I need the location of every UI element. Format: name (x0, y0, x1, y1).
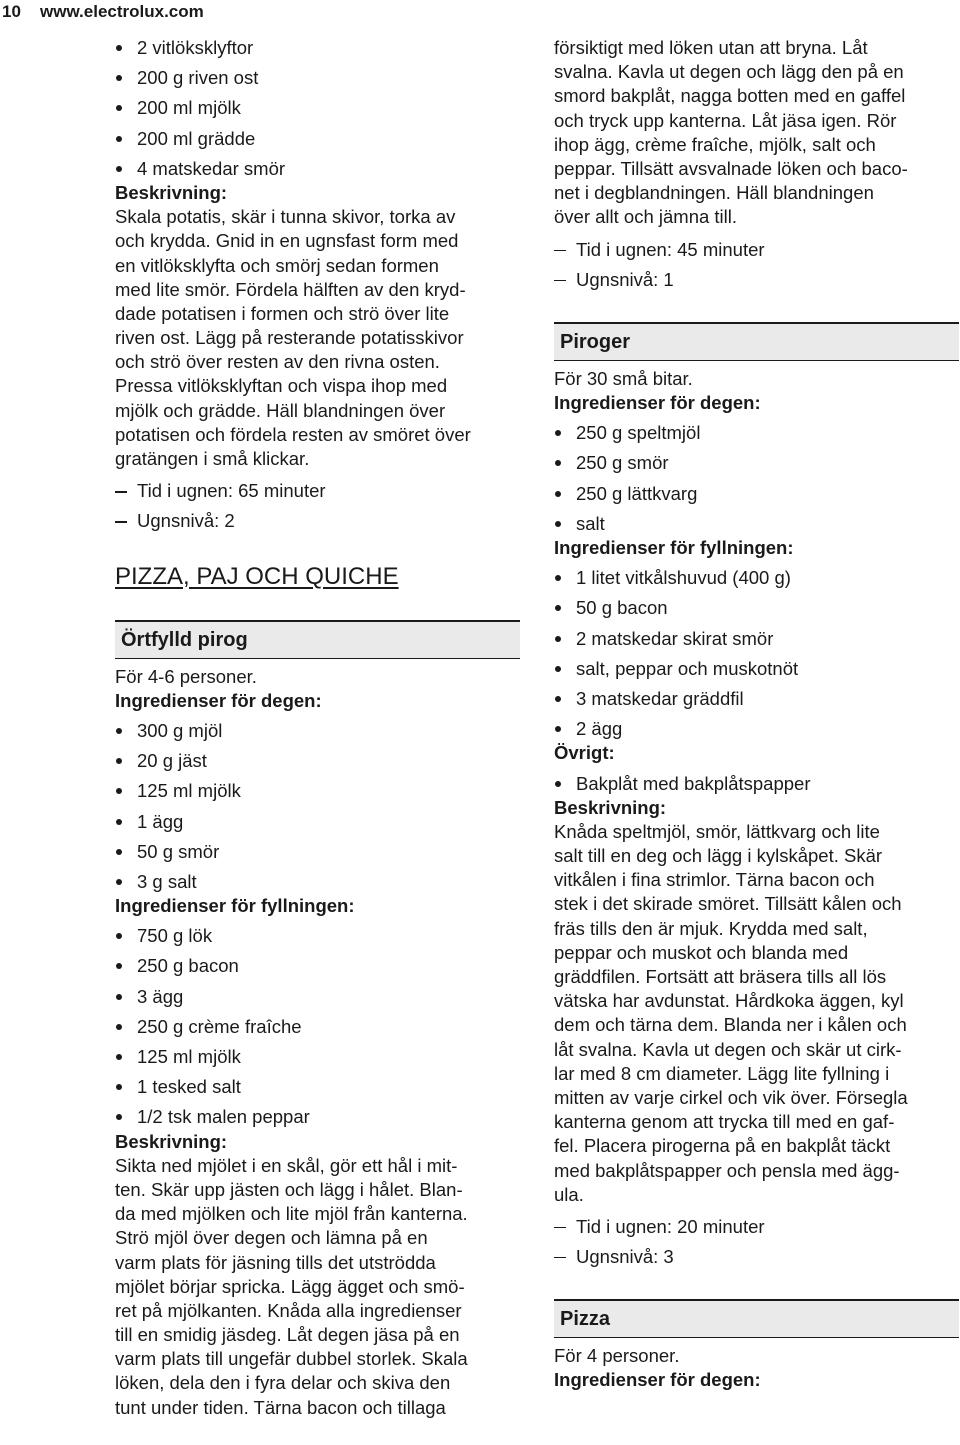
list-item: 125 ml mjölk (115, 779, 520, 803)
page-header (0, 0, 204, 24)
list-item: 300 g mjöl (115, 719, 520, 743)
paragraph-line: net i degblandningen. Häll blandningen (554, 182, 874, 204)
paragraph-line: Pressa vitlöksklyftan och vispa ihop med (115, 375, 448, 397)
list-item: 750 g lök (115, 924, 520, 948)
paragraph-line: stek i det skirade smöret. Tillsätt kålen och (554, 893, 902, 915)
paragraph-line: fräs tills den är mjuk. Krydda med salt, (554, 917, 868, 939)
paragraph-line: Strö mjöl över degen och lämna på en (115, 1227, 428, 1249)
list-item: 125 ml mjölk (115, 1045, 520, 1069)
list-item: 250 g speltmjöl (554, 421, 959, 445)
filling-heading: Ingredienser för fyllningen: (554, 537, 794, 558)
paragraph-line: vätska har avdunstat. Hårdkoka äggen, kyl (554, 990, 904, 1012)
paragraph-line: gräddfilen. Fortsätt att bräsera tills all lös (554, 966, 887, 987)
paragraph-line: Knåda speltmjöl, smör, lättkvarg och lite (554, 820, 880, 842)
time-line: Tid i ugnen: 20 minuter (554, 1215, 959, 1239)
paragraph-line: svalna. Kavla ut degen och lägg den på en (554, 61, 904, 83)
paragraph-line: och krydda. Gnid in en ugnsfast form med (115, 230, 459, 252)
paragraph-line: med lite smör. Fördela hälften av den kryd- (115, 278, 466, 300)
dough-heading: Ingredienser för degen: (554, 392, 761, 414)
servings: För 30 små bitar. (554, 367, 693, 389)
recipe-title-pizza: Pizza (554, 1299, 959, 1338)
paragraph-line: Sikta ned mjölet i en skål, gör ett hål i mit- (115, 1154, 458, 1176)
paragraph-line: kanterna genom att trycka till med en gaf- (554, 1111, 895, 1133)
list-item: Bakplåt med bakplåtspapper (554, 772, 959, 796)
paragraph-line: smord bakplåt, nagga botten med en gaffel (554, 85, 906, 107)
list-item: 2 vitlöksklyftor (115, 36, 520, 60)
list-item: 250 g crème fraîche (115, 1015, 520, 1039)
description-heading: Beskrivning: (115, 1130, 228, 1152)
paragraph-line: en vitlöksklyfta och smörj sedan formen (115, 254, 439, 276)
list-item: 20 g jäst (115, 749, 520, 773)
list-item: 3 ägg (115, 985, 520, 1009)
paragraph-line: ihop ägg, crème fraîche, mjölk, salt och (554, 133, 876, 155)
servings: För 4-6 personer. (115, 665, 257, 687)
paragraph-line: ret på mjölkanten. Knåda alla ingredienser (115, 1299, 462, 1321)
paragraph-line: peppar. Tillsätt avsvalnade löken och baco- (554, 157, 908, 179)
list-item: 4 matskedar smör (115, 157, 520, 181)
paragraph-line: lar med 8 cm diameter. Lägg lite fyllning i (554, 1062, 890, 1084)
paragraph-line: da med mjölken och lite mjöl från kanterna. (115, 1203, 468, 1225)
list-item: salt (554, 512, 959, 536)
list-item: salt, peppar och muskotnöt (554, 657, 959, 681)
paragraph-line: över allt och jämna till. (554, 206, 738, 228)
paragraph-line: peppar och muskot och blanda med (554, 941, 849, 963)
paragraph-line: riven ost. Lägg på resterande potatisskivor (115, 327, 464, 349)
paragraph-line: låt svalna. Kavla ut degen och skär ut cirk- (554, 1038, 902, 1060)
recipe-title-piroger: Piroger (554, 322, 959, 361)
left-column (115, 36, 520, 1420)
filling-heading: Ingredienser för fyllningen: (115, 895, 355, 917)
paragraph-line: Skala potatis, skär i tunna skivor, torka av (115, 206, 456, 228)
paragraph-line: vitkålen i fina strimlor. Tärna bacon och (554, 869, 875, 891)
list-item: 1/2 tsk malen peppar (115, 1105, 520, 1129)
paragraph-line: med bakplåtspapper och pensla med ägg- (554, 1159, 900, 1181)
paragraph-line: löken, dela den i fyra delar och skiva den (115, 1372, 451, 1394)
paragraph-line: gratängen i små klickar. (115, 448, 310, 469)
description-heading: Beskrivning: (115, 181, 228, 203)
servings: För 4 personer. (554, 1345, 680, 1367)
level-line: Ugnsnivå: 1 (554, 268, 959, 292)
list-item: 200 g riven ost (115, 66, 520, 90)
list-item: 250 g bacon (115, 954, 520, 978)
dough-heading: Ingredienser för degen: (554, 1369, 761, 1391)
list-item: 50 g bacon (554, 596, 959, 620)
paragraph-line: mitten av varje cirkel och vik över. Försegla (554, 1086, 908, 1108)
paragraph-line: mjölk och grädde. Häll blandningen över (115, 399, 446, 421)
recipe-title-ortfylld-pirog: Örtfylld pirog (115, 620, 520, 659)
description-heading: Beskrivning: (554, 796, 667, 818)
paragraph-line: till en smidig jäsdeg. Låt degen jäsa på en (115, 1324, 460, 1346)
paragraph-line: fel. Placera pirogerna på en bakplåt täckt (554, 1135, 891, 1157)
paragraph-line: dade potatisen i formen och strö över lite (115, 302, 450, 324)
paragraph-line: och tryck upp kanterna. Låt jäsa igen. Rör (554, 109, 897, 131)
paragraph-line: varm plats för jäsning tills det utströdda (115, 1251, 436, 1273)
list-item: 200 ml grädde (115, 127, 520, 151)
paragraph-line: mjölet börjar spricka. Lägg ägget och smö- (115, 1275, 465, 1297)
paragraph-line: salt till en deg och lägg i kylskåpet. Skär (554, 845, 883, 867)
list-item: 50 g smör (115, 840, 520, 864)
dough-heading: Ingredienser för degen: (115, 689, 322, 711)
paragraph-line: ula. (554, 1183, 584, 1205)
paragraph-line: och strö över resten av den rivna osten. (115, 351, 440, 373)
paragraph-line: försiktigt med löken utan att bryna. Låt (554, 37, 868, 58)
page-number: 10 (2, 2, 21, 21)
site-url: www.electrolux.com (40, 2, 204, 21)
right-column (554, 36, 959, 1393)
list-item: 250 g lättkvarg (554, 482, 959, 506)
list-item: 3 g salt (115, 870, 520, 894)
time-line: Tid i ugnen: 45 minuter (554, 238, 959, 262)
list-item: 200 ml mjölk (115, 96, 520, 120)
list-item: 2 ägg (554, 717, 959, 741)
list-item: 1 tesked salt (115, 1075, 520, 1099)
paragraph-line: potatisen och fördela resten av smöret över (115, 423, 471, 445)
section-title: PIZZA, PAJ OCH QUICHE (115, 562, 399, 590)
paragraph-line: varm plats till ungefär dubbel storlek. Skala (115, 1348, 468, 1370)
list-item: 1 litet vitkålshuvud (400 g) (554, 566, 959, 590)
list-item: 2 matskedar skirat smör (554, 627, 959, 651)
paragraph-line: tunt under tiden. Tärna bacon och tillaga (115, 1396, 446, 1418)
list-item: 250 g smör (554, 451, 959, 475)
other-heading: Övrigt: (554, 742, 615, 764)
time-line: Tid i ugnen: 65 minuter (115, 479, 520, 503)
list-item: 1 ägg (115, 810, 520, 834)
paragraph-line: dem och tärna dem. Blanda ner i kålen och (554, 1014, 907, 1036)
level-line: Ugnsnivå: 2 (115, 509, 520, 533)
paragraph-line: ten. Skär upp jästen och lägg i hålet. Blan- (115, 1178, 463, 1200)
level-line: Ugnsnivå: 3 (554, 1245, 959, 1269)
list-item: 3 matskedar gräddfil (554, 687, 959, 711)
